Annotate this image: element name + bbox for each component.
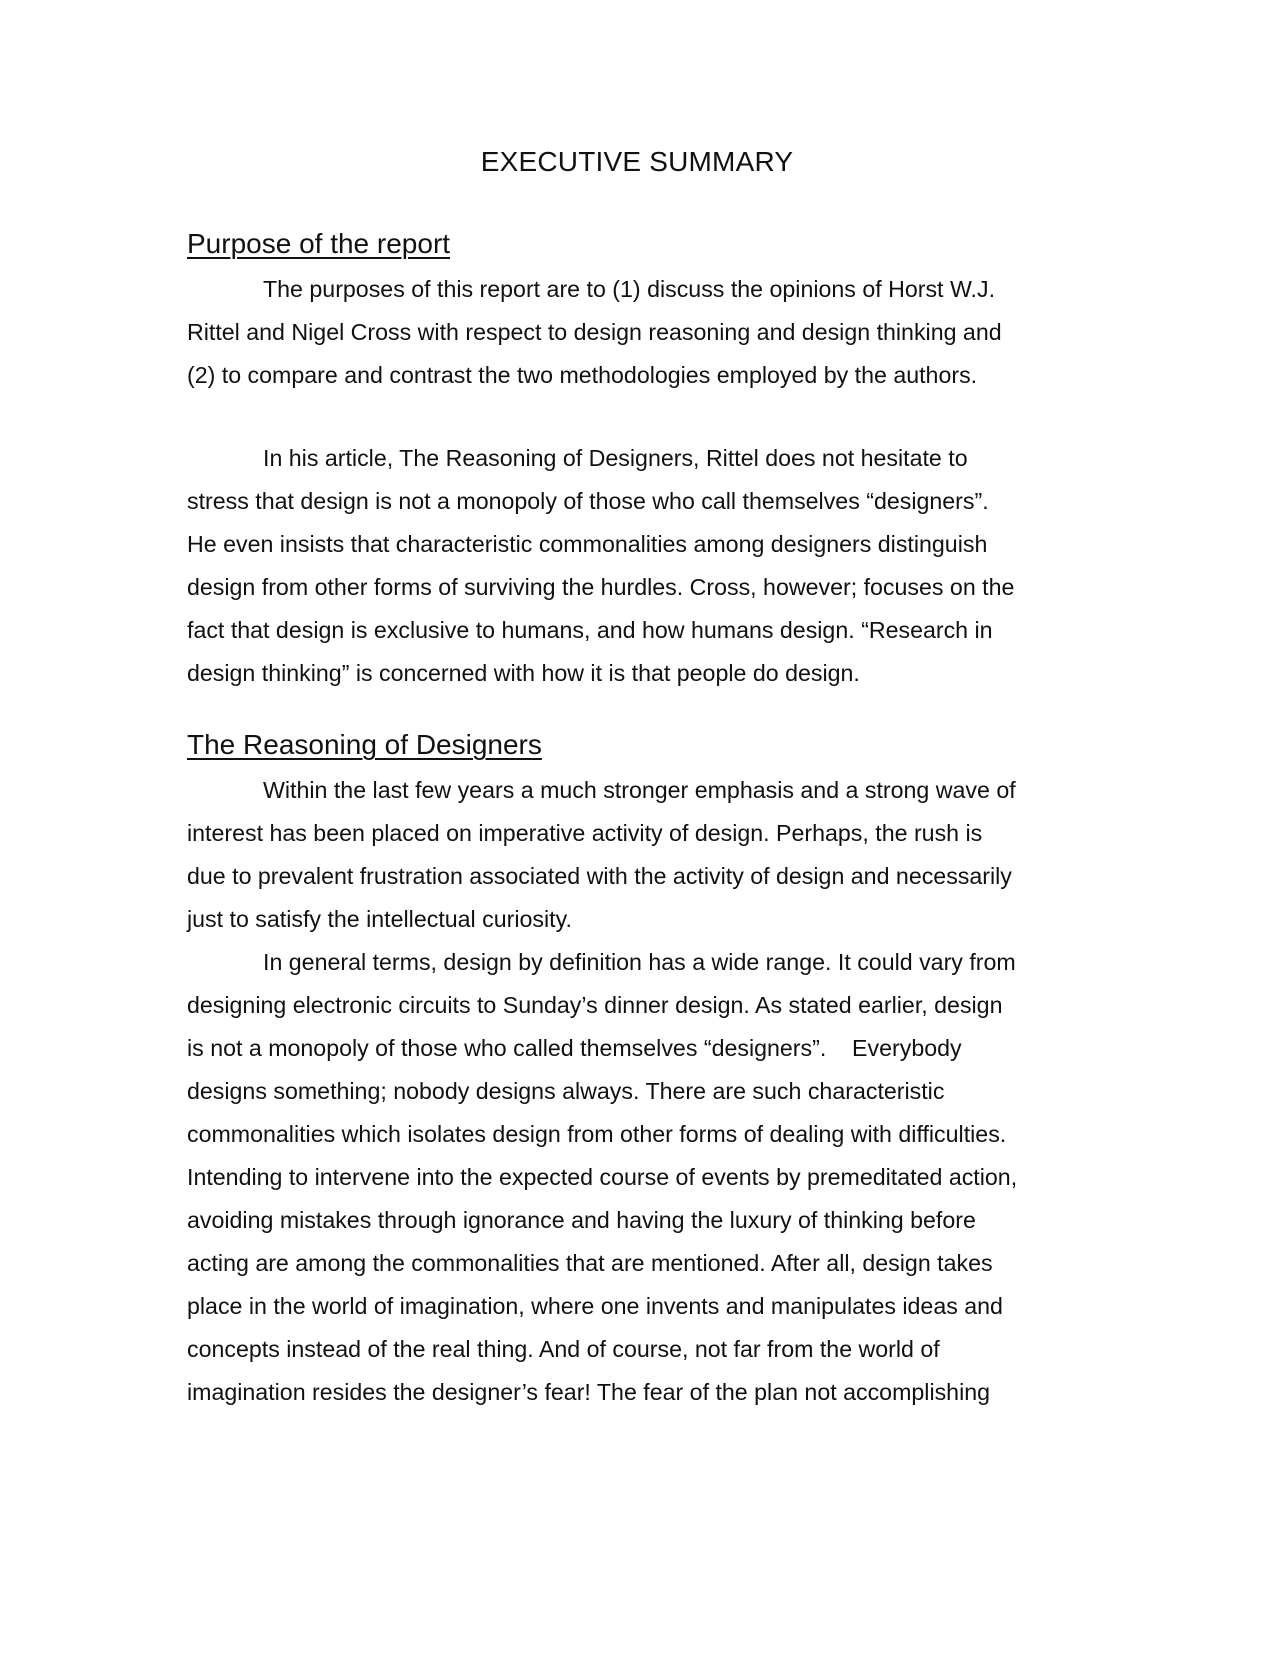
paragraph-line: The purposes of this report are to (1) discuss the opinions of Horst W.J. [263, 276, 996, 302]
paragraph-line: design thinking” is concerned with how it is that people do design. [187, 660, 860, 686]
paragraph-overview [187, 437, 1087, 695]
paragraph-line: In general terms, design by definition has a wide range. It could vary from [263, 949, 1016, 975]
paragraph-line: place in the world of imagination, where one invents and manipulates ideas and [187, 1293, 1003, 1319]
paragraph-line: Within the last few years a much stronger emphasis and a strong wave of [263, 777, 1016, 803]
paragraph-line: design from other forms of surviving the hurdles. Cross, however; focuses on the [187, 574, 1015, 600]
paragraph-general-terms [187, 941, 1087, 1414]
paragraph-line: commonalities which isolates design from other forms of dealing with difficulties. [187, 1121, 1007, 1147]
paragraph-line: concepts instead of the real thing. And of course, not far from the world of [187, 1336, 940, 1362]
paragraph-line: fact that design is exclusive to humans, and how humans design. “Research in [187, 617, 993, 643]
paragraph-line: Rittel and Nigel Cross with respect to design reasoning and design thinking and [187, 319, 1002, 345]
paragraph-line: He even insists that characteristic commonalities among designers distinguish [187, 531, 988, 557]
paragraph-purpose [187, 268, 1087, 397]
paragraph-line: In his article, The Reasoning of Designers, Rittel does not hesitate to [263, 445, 968, 471]
section-heading-reasoning: The Reasoning of Designers [187, 729, 542, 760]
paragraph-line: Intending to intervene into the expected course of events by premeditated action, [187, 1164, 1018, 1190]
section-heading-purpose: Purpose of the report [187, 228, 451, 259]
paragraph-line: is not a monopoly of those who called themselves “designers”. Everybody [187, 1035, 962, 1061]
paragraph-line: designing electronic circuits to Sunday’s dinner design. As stated earlier, design [187, 992, 1003, 1018]
document-title: EXECUTIVE SUMMARY [480, 146, 794, 177]
paragraph-line: due to prevalent frustration associated with the activity of design and necessarily [187, 863, 1012, 889]
paragraph-line: just to satisfy the intellectual curiosity. [187, 906, 572, 932]
paragraph-line: imagination resides the designer’s fear! The fear of the plan not accomplishing [187, 1379, 991, 1405]
paragraph-line: stress that design is not a monopoly of those who call themselves “designers”. [187, 488, 989, 514]
document-page [187, 142, 1087, 1414]
paragraph-line: (2) to compare and contrast the two methodologies employed by the authors. [187, 362, 978, 388]
paragraph-emphasis [187, 769, 1087, 941]
paragraph-line: avoiding mistakes through ignorance and having the luxury of thinking before [187, 1207, 976, 1233]
paragraph-line: designs something; nobody designs always. There are such characteristic [187, 1078, 945, 1104]
paragraph-line: interest has been placed on imperative activity of design. Perhaps, the rush is [187, 820, 983, 846]
paragraph-line: acting are among the commonalities that are mentioned. After all, design takes [187, 1250, 993, 1276]
